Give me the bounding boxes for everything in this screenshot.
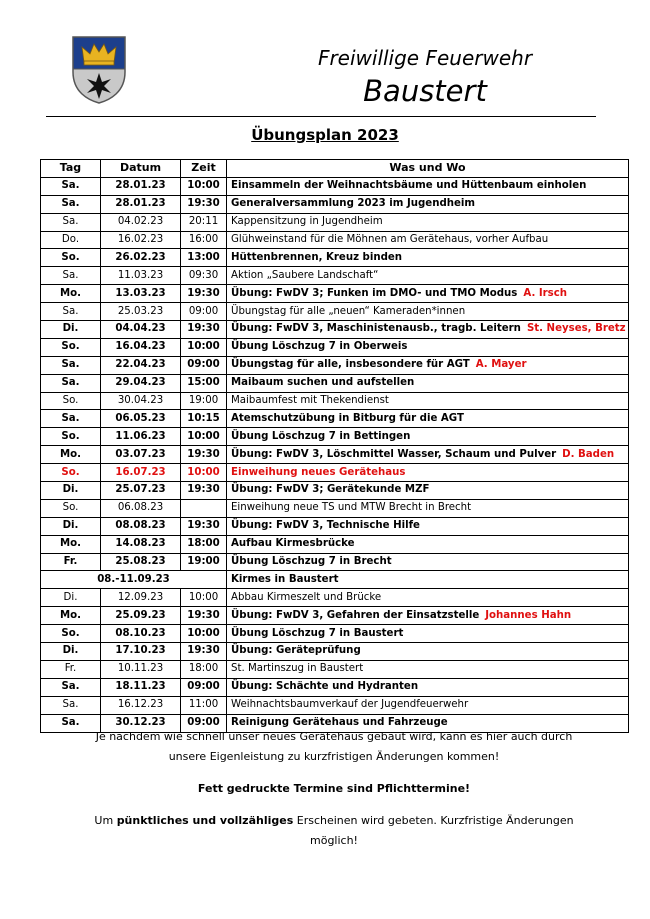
cell-zeit: 20:11 <box>181 213 227 231</box>
table-row <box>41 356 629 374</box>
table-header-row <box>41 160 629 178</box>
cell-was <box>227 571 629 589</box>
table-row <box>41 696 629 714</box>
cell-was <box>227 589 629 607</box>
cell-was-text: Übung Löschzug 7 in Baustert <box>231 627 404 639</box>
cell-was <box>227 499 629 517</box>
cell-tag: Di. <box>41 482 101 500</box>
cell-tag: Sa. <box>41 267 101 285</box>
cell-datum: 14.08.23 <box>101 535 181 553</box>
schedule-table <box>40 159 629 733</box>
cell-datum: 08.10.23 <box>101 625 181 643</box>
cell-tag: Sa. <box>41 303 101 321</box>
cell-was-text: Übung: Geräteprüfung <box>231 645 361 657</box>
cell-was-text: Übung: FwDV 3, Technische Hilfe <box>231 520 420 532</box>
cell-tag: Di. <box>41 643 101 661</box>
coat-of-arms-icon <box>72 36 126 104</box>
table-row <box>41 231 629 249</box>
cell-was-text: Aktion „Saubere Landschaft“ <box>231 269 379 281</box>
cell-datum: 30.12.23 <box>101 714 181 732</box>
column-header-was: Was und Wo <box>227 160 629 178</box>
cell-tag: So. <box>41 392 101 410</box>
cell-datum: 30.04.23 <box>101 392 181 410</box>
cell-datum: 18.11.23 <box>101 678 181 696</box>
note-construction-line1: Je nachdem wie schnell unser neues Gerätehaus gebaut wird, kann es hier auch durch <box>95 730 573 743</box>
table-row <box>41 267 629 285</box>
organization-name: Freiwillige Feuerwehr <box>317 46 533 70</box>
table-row <box>41 249 629 267</box>
cell-datum: 12.09.23 <box>101 589 181 607</box>
cell-was <box>227 213 629 231</box>
cell-tag: Sa. <box>41 356 101 374</box>
table-row <box>41 517 629 535</box>
cell-was-text: Weihnachtsbaumverkauf der Jugendfeuerwehr <box>231 699 469 711</box>
cell-was-text: Reinigung Gerätehaus und Fahrzeuge <box>231 717 448 729</box>
table-row <box>41 285 629 303</box>
cell-datum: 03.07.23 <box>101 446 181 464</box>
cell-tag: Di. <box>41 321 101 339</box>
cell-was-text: Übung Löschzug 7 in Bettingen <box>231 430 411 442</box>
table-row <box>41 338 629 356</box>
cell-tag: So. <box>41 428 101 446</box>
table-row <box>41 625 629 643</box>
column-header-zeit: Zeit <box>181 160 227 178</box>
cell-zeit: 19:30 <box>181 482 227 500</box>
cell-was <box>227 195 629 213</box>
cell-zeit: 19:30 <box>181 607 227 625</box>
cell-zeit: 18:00 <box>181 660 227 678</box>
cell-was-text: Übungstag für alle, insbesondere für AGT <box>231 359 470 371</box>
header-divider <box>46 116 596 117</box>
cell-tag: So. <box>41 464 101 482</box>
cell-was <box>227 482 629 500</box>
column-header-datum: Datum <box>101 160 181 178</box>
cell-tag: Di. <box>41 517 101 535</box>
note-punctuality-bold: pünktliches und vollzähliges <box>116 814 294 827</box>
cell-datum: 10.11.23 <box>101 660 181 678</box>
column-header-tag: Tag <box>41 160 101 178</box>
cell-zeit: 10:00 <box>181 177 227 195</box>
cell-was-text: Einsammeln der Weihnachtsbäume und Hüttenbaum einholen <box>231 180 587 192</box>
cell-was-instructor: A. Mayer <box>475 359 527 371</box>
table-row <box>41 499 629 517</box>
cell-was <box>227 517 629 535</box>
cell-was <box>227 625 629 643</box>
table-row <box>41 535 629 553</box>
cell-was-text: Übung Löschzug 7 in Oberweis <box>231 341 408 353</box>
cell-was <box>227 553 629 571</box>
cell-was <box>227 303 629 321</box>
note-construction-line2: unsere Eigenleistung zu kurzfristigen Änderungen kommen! <box>168 750 500 763</box>
cell-zeit <box>181 499 227 517</box>
cell-was-text: Hüttenbrennen, Kreuz binden <box>231 251 403 263</box>
cell-zeit: 09:00 <box>181 678 227 696</box>
table-row <box>41 303 629 321</box>
table-row <box>41 446 629 464</box>
cell-was <box>227 249 629 267</box>
table-row <box>41 571 629 589</box>
table-row <box>41 177 629 195</box>
cell-zeit: 11:00 <box>181 696 227 714</box>
cell-zeit: 16:00 <box>181 231 227 249</box>
cell-was-instructor: St. Neyses, Bretz <box>526 323 626 335</box>
cell-zeit: 10:00 <box>181 464 227 482</box>
page-title <box>0 126 650 144</box>
cell-was <box>227 231 629 249</box>
table-row <box>41 428 629 446</box>
cell-was-text: Generalversammlung 2023 im Jugendheim <box>231 198 476 210</box>
cell-tag: Mo. <box>41 607 101 625</box>
cell-was <box>227 267 629 285</box>
cell-datum: 04.02.23 <box>101 213 181 231</box>
cell-was <box>227 535 629 553</box>
cell-zeit: 10:00 <box>181 428 227 446</box>
table-row <box>41 464 629 482</box>
cell-tag: So. <box>41 338 101 356</box>
cell-datum: 06.08.23 <box>101 499 181 517</box>
cell-was <box>227 643 629 661</box>
table-row <box>41 213 629 231</box>
cell-zeit: 19:30 <box>181 643 227 661</box>
cell-datum: 08.-11.09.23 <box>41 571 227 589</box>
cell-datum: 25.03.23 <box>101 303 181 321</box>
cell-zeit: 10:15 <box>181 410 227 428</box>
cell-zeit: 18:00 <box>181 535 227 553</box>
cell-was-text: Aufbau Kirmesbrücke <box>231 538 355 550</box>
table-row <box>41 607 629 625</box>
cell-zeit: 19:30 <box>181 195 227 213</box>
cell-zeit: 09:30 <box>181 267 227 285</box>
cell-tag: Mo. <box>41 535 101 553</box>
page-title-text: Übungsplan 2023 <box>251 126 399 144</box>
cell-datum: 26.02.23 <box>101 249 181 267</box>
cell-was-text: Einweihung neue TS und MTW Brecht in Brecht <box>231 502 472 514</box>
cell-datum: 22.04.23 <box>101 356 181 374</box>
cell-tag: Sa. <box>41 195 101 213</box>
note-punctuality-pre: Um <box>94 814 117 827</box>
note-construction <box>40 727 628 767</box>
cell-tag: Sa. <box>41 714 101 732</box>
cell-was-text: Übung: FwDV 3; Gerätekunde MZF <box>231 484 430 496</box>
table-row <box>41 410 629 428</box>
cell-was-text: Maibaum suchen und aufstellen <box>231 377 415 389</box>
cell-zeit: 19:00 <box>181 392 227 410</box>
cell-tag: Mo. <box>41 446 101 464</box>
table-row <box>41 553 629 571</box>
cell-was-text: Abbau Kirmeszelt und Brücke <box>231 591 382 603</box>
cell-datum: 16.02.23 <box>101 231 181 249</box>
cell-tag: Do. <box>41 231 101 249</box>
cell-zeit: 15:00 <box>181 374 227 392</box>
cell-datum: 25.08.23 <box>101 553 181 571</box>
cell-was-instructor: A. Irsch <box>523 287 568 299</box>
cell-was <box>227 607 629 625</box>
cell-zeit: 10:00 <box>181 338 227 356</box>
cell-tag: Sa. <box>41 177 101 195</box>
cell-was <box>227 696 629 714</box>
cell-tag: Fr. <box>41 660 101 678</box>
table-row <box>41 392 629 410</box>
cell-datum: 11.06.23 <box>101 428 181 446</box>
cell-datum: 28.01.23 <box>101 177 181 195</box>
cell-tag: Di. <box>41 589 101 607</box>
cell-was-text: Kirmes in Baustert <box>231 573 339 585</box>
cell-zeit: 10:00 <box>181 589 227 607</box>
table-row <box>41 374 629 392</box>
table-row <box>41 321 629 339</box>
cell-datum: 28.01.23 <box>101 195 181 213</box>
cell-zeit: 19:30 <box>181 517 227 535</box>
cell-was <box>227 660 629 678</box>
cell-datum: 08.08.23 <box>101 517 181 535</box>
cell-zeit: 10:00 <box>181 625 227 643</box>
cell-was-text: St. Martinszug in Baustert <box>231 663 364 675</box>
cell-was <box>227 338 629 356</box>
cell-datum: 25.07.23 <box>101 482 181 500</box>
cell-datum: 13.03.23 <box>101 285 181 303</box>
cell-zeit: 09:00 <box>181 356 227 374</box>
cell-datum: 16.07.23 <box>101 464 181 482</box>
cell-zeit: 13:00 <box>181 249 227 267</box>
town-name: Baustert <box>363 74 487 108</box>
cell-was <box>227 678 629 696</box>
cell-datum: 04.04.23 <box>101 321 181 339</box>
cell-datum: 06.05.23 <box>101 410 181 428</box>
cell-tag: So. <box>41 499 101 517</box>
cell-tag: So. <box>41 625 101 643</box>
cell-tag: Sa. <box>41 696 101 714</box>
note-punctuality-post: Erscheinen wird gebeten. Kurzfristige Änderungen <box>293 814 574 827</box>
cell-was <box>227 374 629 392</box>
cell-was <box>227 446 629 464</box>
table-row <box>41 678 629 696</box>
cell-tag: Sa. <box>41 410 101 428</box>
cell-was <box>227 464 629 482</box>
cell-was-text: Übung: FwDV 3; Funken im DMO- und TMO Modus <box>231 287 518 299</box>
cell-tag: Sa. <box>41 374 101 392</box>
cell-was-text: Kappensitzung in Jugendheim <box>231 216 383 228</box>
cell-was-text: Übung: FwDV 3, Gefahren der Einsatzstelle <box>231 609 480 621</box>
note-mandatory: Fett gedruckte Termine sind Pflichttermine! <box>197 782 471 795</box>
cell-datum: 11.03.23 <box>101 267 181 285</box>
cell-was-text: Maibaumfest mit Thekendienst <box>231 395 389 407</box>
cell-was <box>227 285 629 303</box>
cell-zeit: 09:00 <box>181 303 227 321</box>
notes <box>40 727 628 851</box>
table-row <box>41 195 629 213</box>
cell-zeit: 19:30 <box>181 285 227 303</box>
cell-datum: 16.12.23 <box>101 696 181 714</box>
table-row <box>41 660 629 678</box>
cell-tag: Fr. <box>41 553 101 571</box>
cell-was-text: Übung: FwDV 3, Maschinistenausb., tragb. Leitern <box>231 323 521 335</box>
cell-was-text: Übungstag für alle „neuen“ Kameraden*innen <box>231 305 466 317</box>
cell-tag: Mo. <box>41 285 101 303</box>
cell-was <box>227 410 629 428</box>
cell-datum: 16.04.23 <box>101 338 181 356</box>
cell-was-text: Atemschutzübung in Bitburg für die AGT <box>231 412 464 424</box>
cell-was-instructor: D. Baden <box>562 448 615 460</box>
cell-tag: Sa. <box>41 213 101 231</box>
cell-was-text: Übung Löschzug 7 in Brecht <box>231 556 392 568</box>
cell-was <box>227 356 629 374</box>
cell-was-text: Übung: FwDV 3, Löschmittel Wasser, Schaum und Pulver <box>231 448 557 460</box>
cell-was-text: Glühweinstand für die Möhnen am Gerätehaus, vorher Aufbau <box>231 234 549 245</box>
note-punctuality-line2: möglich! <box>310 834 358 847</box>
cell-zeit: 19:30 <box>181 321 227 339</box>
cell-was-text: Übung: Schächte und Hydranten <box>231 681 419 693</box>
cell-zeit: 19:30 <box>181 446 227 464</box>
cell-datum: 29.04.23 <box>101 374 181 392</box>
cell-tag: Sa. <box>41 678 101 696</box>
cell-datum: 17.10.23 <box>101 643 181 661</box>
table-row <box>41 482 629 500</box>
cell-was <box>227 392 629 410</box>
cell-was-text: Einweihung neues Gerätehaus <box>231 466 406 478</box>
cell-tag: So. <box>41 249 101 267</box>
table-row <box>41 589 629 607</box>
cell-zeit: 19:00 <box>181 553 227 571</box>
cell-zeit: 09:00 <box>181 714 227 732</box>
cell-datum: 25.09.23 <box>101 607 181 625</box>
cell-was-instructor: Johannes Hahn <box>485 609 572 621</box>
cell-was <box>227 428 629 446</box>
table-row <box>41 643 629 661</box>
note-punctuality <box>40 811 628 851</box>
cell-was <box>227 177 629 195</box>
cell-was <box>227 321 629 339</box>
